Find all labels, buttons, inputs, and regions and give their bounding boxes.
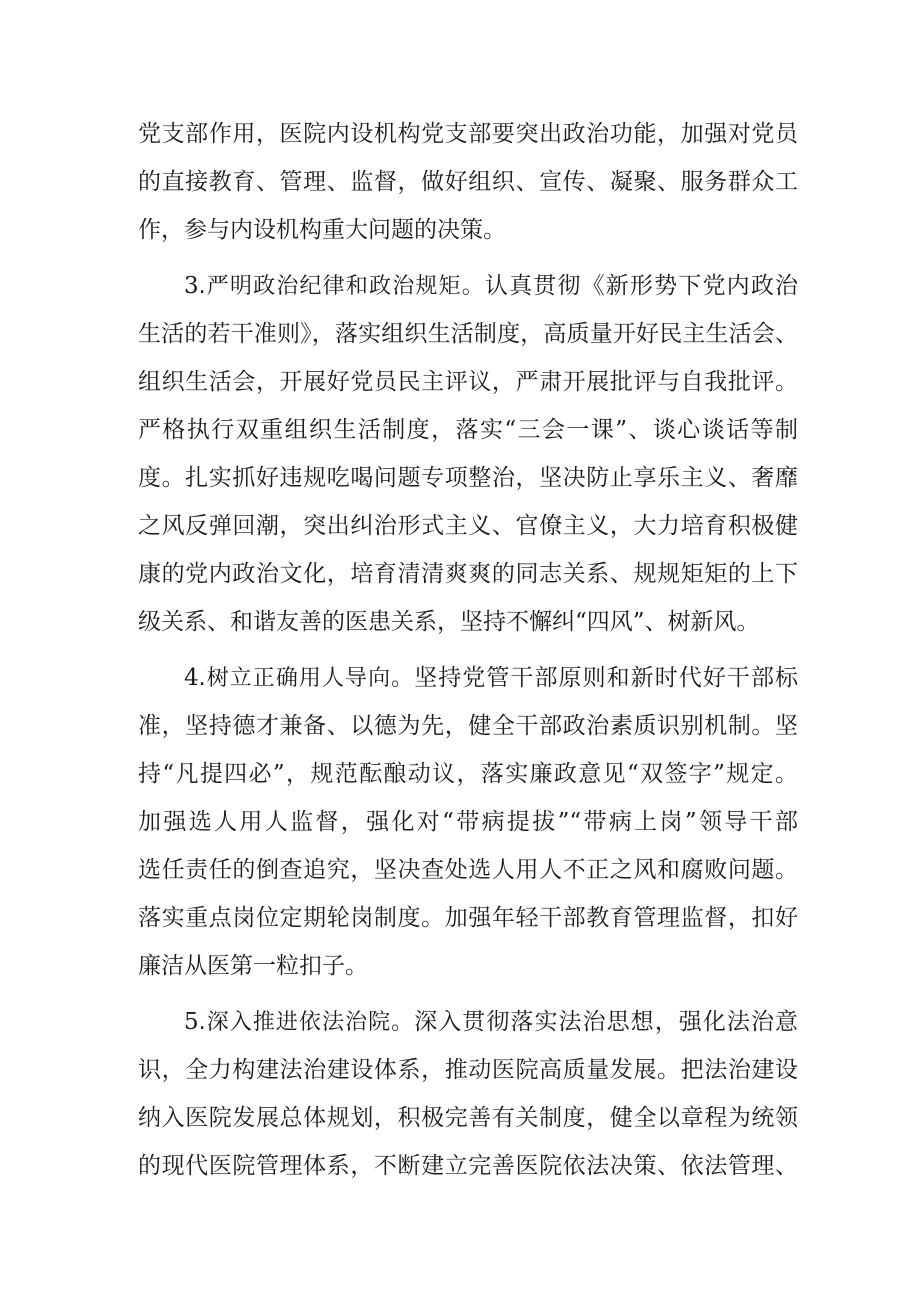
text-line: 党支部作用，医院内设机构党支部要突出政治功能，加强对党员	[138, 121, 798, 147]
text-line: 级关系、和谐友善的医患关系，坚持不懈纠“四风”、树新风。	[138, 609, 760, 635]
text-line: 落实重点岗位定期轮岗制度。加强年轻干部教育管理监督，扣好	[138, 905, 798, 931]
text-line: 持“凡提四必”，规范酝酿动议，落实廉政意见“双签字”规定。	[138, 761, 798, 787]
text-line	[138, 654, 798, 702]
paragraph-personnel-guidance	[138, 654, 798, 990]
text-line: 准，坚持德才兼备、以德为先，健全干部政治素质识别机制。坚	[138, 713, 798, 739]
text-line: 康的党内政治文化，培育清清爽爽的同志关系、规规矩矩的上下	[138, 561, 798, 587]
item-number: 4	[184, 665, 199, 691]
text-line: 的现代医院管理体系，不断建立完善医院依法决策、依法管理、	[138, 1153, 798, 1179]
text-line: 识，全力构建法治建设体系，推动医院高质量发展。把法治建设	[138, 1057, 798, 1083]
document-body	[138, 110, 798, 1190]
text-line	[138, 262, 798, 310]
text-line: 组织生活会，开展好党员民主评议，严肃开展批评与自我批评。	[138, 369, 798, 395]
item-number: 5	[184, 1009, 199, 1035]
section-heading: .树立正确用人导向。	[198, 666, 415, 691]
text-line: 加强选人用人监督，强化对“带病提拔”“带病上岗”领导干部	[138, 809, 798, 835]
text-line: 度。扎实抓好违规吃喝问题专项整治，坚决防止享乐主义、奢靡	[138, 465, 798, 491]
paragraph-rule-of-law	[138, 998, 798, 1190]
text-line: 作，参与内设机构重大问题的决策。	[138, 217, 506, 243]
section-heading: .深入推进依法治院。	[198, 1010, 415, 1035]
text-line: 纳入医院发展总体规划，积极完善有关制度，健全以章程为统领	[138, 1105, 798, 1131]
text-line: 的直接教育、管理、监督，做好组织、宣传、凝聚、服务群众工	[138, 169, 798, 195]
text-line: 生活的若干准则》，落实组织生活制度，高质量开好民主生活会、	[138, 321, 798, 347]
section-heading: .严明政治纪律和政治规矩。	[198, 274, 485, 299]
text-fragment: 认真贯彻《新形势下党内政治	[484, 273, 798, 299]
text-fragment: 深入贯彻落实法治思想，强化法治意	[414, 1009, 799, 1035]
text-line: 廉洁从医第一粒扣子。	[138, 953, 368, 979]
text-line: 选任责任的倒查追究，坚决查处选人用人不正之风和腐败问题。	[138, 857, 798, 883]
text-line: 严格执行双重组织生活制度，落实“三会一课”、谈心谈话等制	[138, 417, 798, 443]
item-number: 3	[184, 273, 199, 299]
text-line: 之风反弹回潮，突出纠治形式主义、官僚主义，大力培育积极健	[138, 513, 798, 539]
text-fragment: 坚持党管干部原则和新时代好干部标	[414, 665, 799, 691]
text-line	[138, 998, 798, 1046]
paragraph-political-discipline	[138, 262, 798, 646]
paragraph-party-branch	[138, 110, 798, 254]
